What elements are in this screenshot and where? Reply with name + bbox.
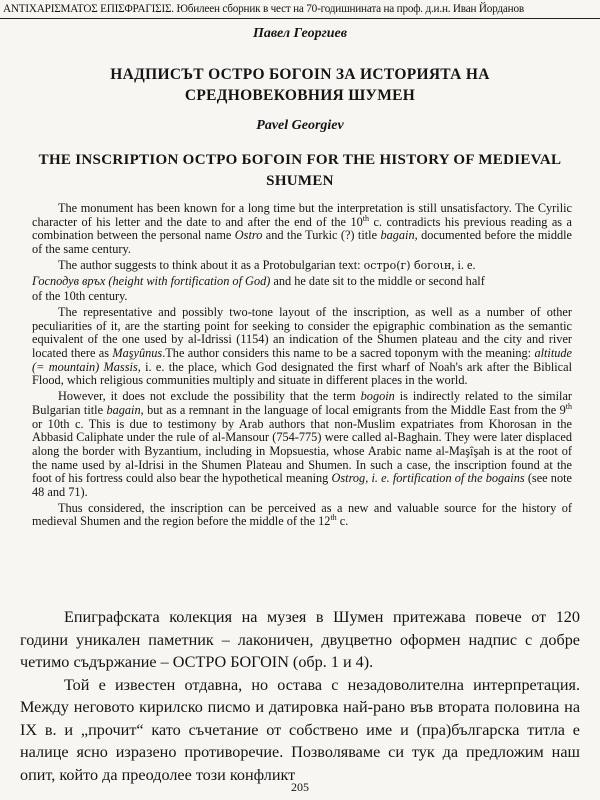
superscript: th xyxy=(330,513,337,523)
text: , i. e. xyxy=(451,257,476,272)
text: The representative and possibly two-tone layout of the inscription, as well as a number of other peculiarities of it, are the starting point for seeking to consider the epigraphic combination as the semantic equivalent of the one used by al-Idrissi (1154) an indication of the Shumen plateau and the city and river located there as xyxy=(32,304,572,361)
article-title-bg: НАДПИСЪТ ОСТРО БОГОIN ЗА ИСТОРИЯТА НА СРЕДНОВЕКОВНИЯ ШУМЕН xyxy=(110,66,490,104)
superscript: th xyxy=(362,213,370,223)
abstract-paragraph xyxy=(32,259,572,273)
italic-term: Ostro xyxy=(234,228,263,243)
text: c. contradicts his previous reading as a combination between the personal name xyxy=(32,214,572,243)
body-paragraph: Епиграфската колекция на музея в Шумен притежава повече от 120 години уникален паметник – лаконичен, двуцветно оформен надпис с добре четимо съдържание – ОСТРО БОГОIN (обр. 1 и 4). xyxy=(20,608,580,671)
italic-term: bagain xyxy=(106,402,141,417)
abstract-paragraph xyxy=(32,202,572,257)
body-paragraph: Той е известен отдавна, но остава с незадоволителна интерпретация. Между неговото кирилско писмо и датировка най-рано във втората половина на IX в. и „прочит“ като съчетание от собствено име и (пра)българска титла е налице ясно изразено противоречие. Позволяваме си тук да предложим наш опит, който да преодолее този конфликт xyxy=(20,675,580,784)
author-name-en: Pavel Georgiev xyxy=(256,118,344,133)
italic-term: altitude (= mountain) Massis xyxy=(32,346,573,374)
text: of the 10th century. xyxy=(32,289,128,304)
text: , but as a remnant in the language of local emigrants from the Middle East from the 9 xyxy=(140,402,566,417)
text: or 10th c. This is due to testimony by Arab authors that non-Muslim expatriates from Khorosan in the Abbasid Caliphate under the rule of al-Mansour (754-775) were called al-Baghain. They were later displaced along the border with Byzantium, including in Mopsuestia, whose Arabic name al-Maşîşah is at the root of the name used by al-Idrisi in the Shumen Plateau and Shumen. In such a case, the inscription found at the foot of his fortress could also bear the hypothetical meaning xyxy=(32,416,572,486)
article-title-en: THE INSCRIPTION ОСТРО БОГОIN FOR THE HISTORY OF MEDIEVAL SHUMEN xyxy=(38,152,562,189)
abstract-paragraph xyxy=(32,502,572,529)
text: is indirectly related to the similar Bulgarian title xyxy=(32,389,572,417)
text: .The author considers this name to be a sacred toponym with the meaning: xyxy=(162,346,535,361)
italic-term: Ostrog, i. e. fortification of the bogains xyxy=(331,471,525,486)
text: However, it does not exclude the possibility that the term xyxy=(58,389,361,404)
text: and the Turkic (?) title xyxy=(262,228,381,243)
text: The monument has been known for a long time but the interpretation is still unsatisfactory. The Cyrilic character of his letter and the date to and after the end of the 10 xyxy=(32,201,572,229)
text: c. xyxy=(336,514,349,529)
text: , documented before the middle of the same century. xyxy=(32,228,572,257)
text: The author suggests to think about it as a Protobulgarian text: xyxy=(58,257,364,272)
header-rule xyxy=(0,18,600,19)
superscript: th xyxy=(565,401,572,411)
abstract-paragraph xyxy=(32,275,572,289)
text: , i. e. the place, which God designated the first wharf of Noah's ark after the Biblical Flood, which religious communities multiply and situate in different places in the world. xyxy=(32,359,573,388)
italic-term: bogoin xyxy=(360,389,395,404)
main-text xyxy=(20,606,580,786)
running-head: ANTIXAPIΣMATOΣ EΠIΣΦPAΓIΣIΣ. Юбилеен сборник в чест на 70-годишнината на проф. д.и.н. Иван Йорданов xyxy=(3,3,524,15)
inscription-script: остро(г) богоιн xyxy=(363,258,452,272)
author-name-bg: Павел Георгиев xyxy=(252,26,347,41)
text: (see note 48 and 71). xyxy=(32,471,572,500)
italic-term: bagain xyxy=(380,228,415,243)
text: and he date sit to the middle or second half xyxy=(270,273,485,288)
abstract-paragraph xyxy=(32,390,572,500)
text: Thus considered, the inscription can be perceived as a new and valuable source for the history of medieval Shumen and the region before the middle of the 12 xyxy=(32,500,572,529)
italic-term: Господув връх (height with fortification of God) xyxy=(32,273,271,288)
page-number: 205 xyxy=(291,780,309,794)
italic-term: Maşyûnus xyxy=(112,346,163,361)
abstract-paragraph xyxy=(32,306,572,388)
abstract-paragraph xyxy=(32,290,572,304)
abstract xyxy=(32,202,572,531)
